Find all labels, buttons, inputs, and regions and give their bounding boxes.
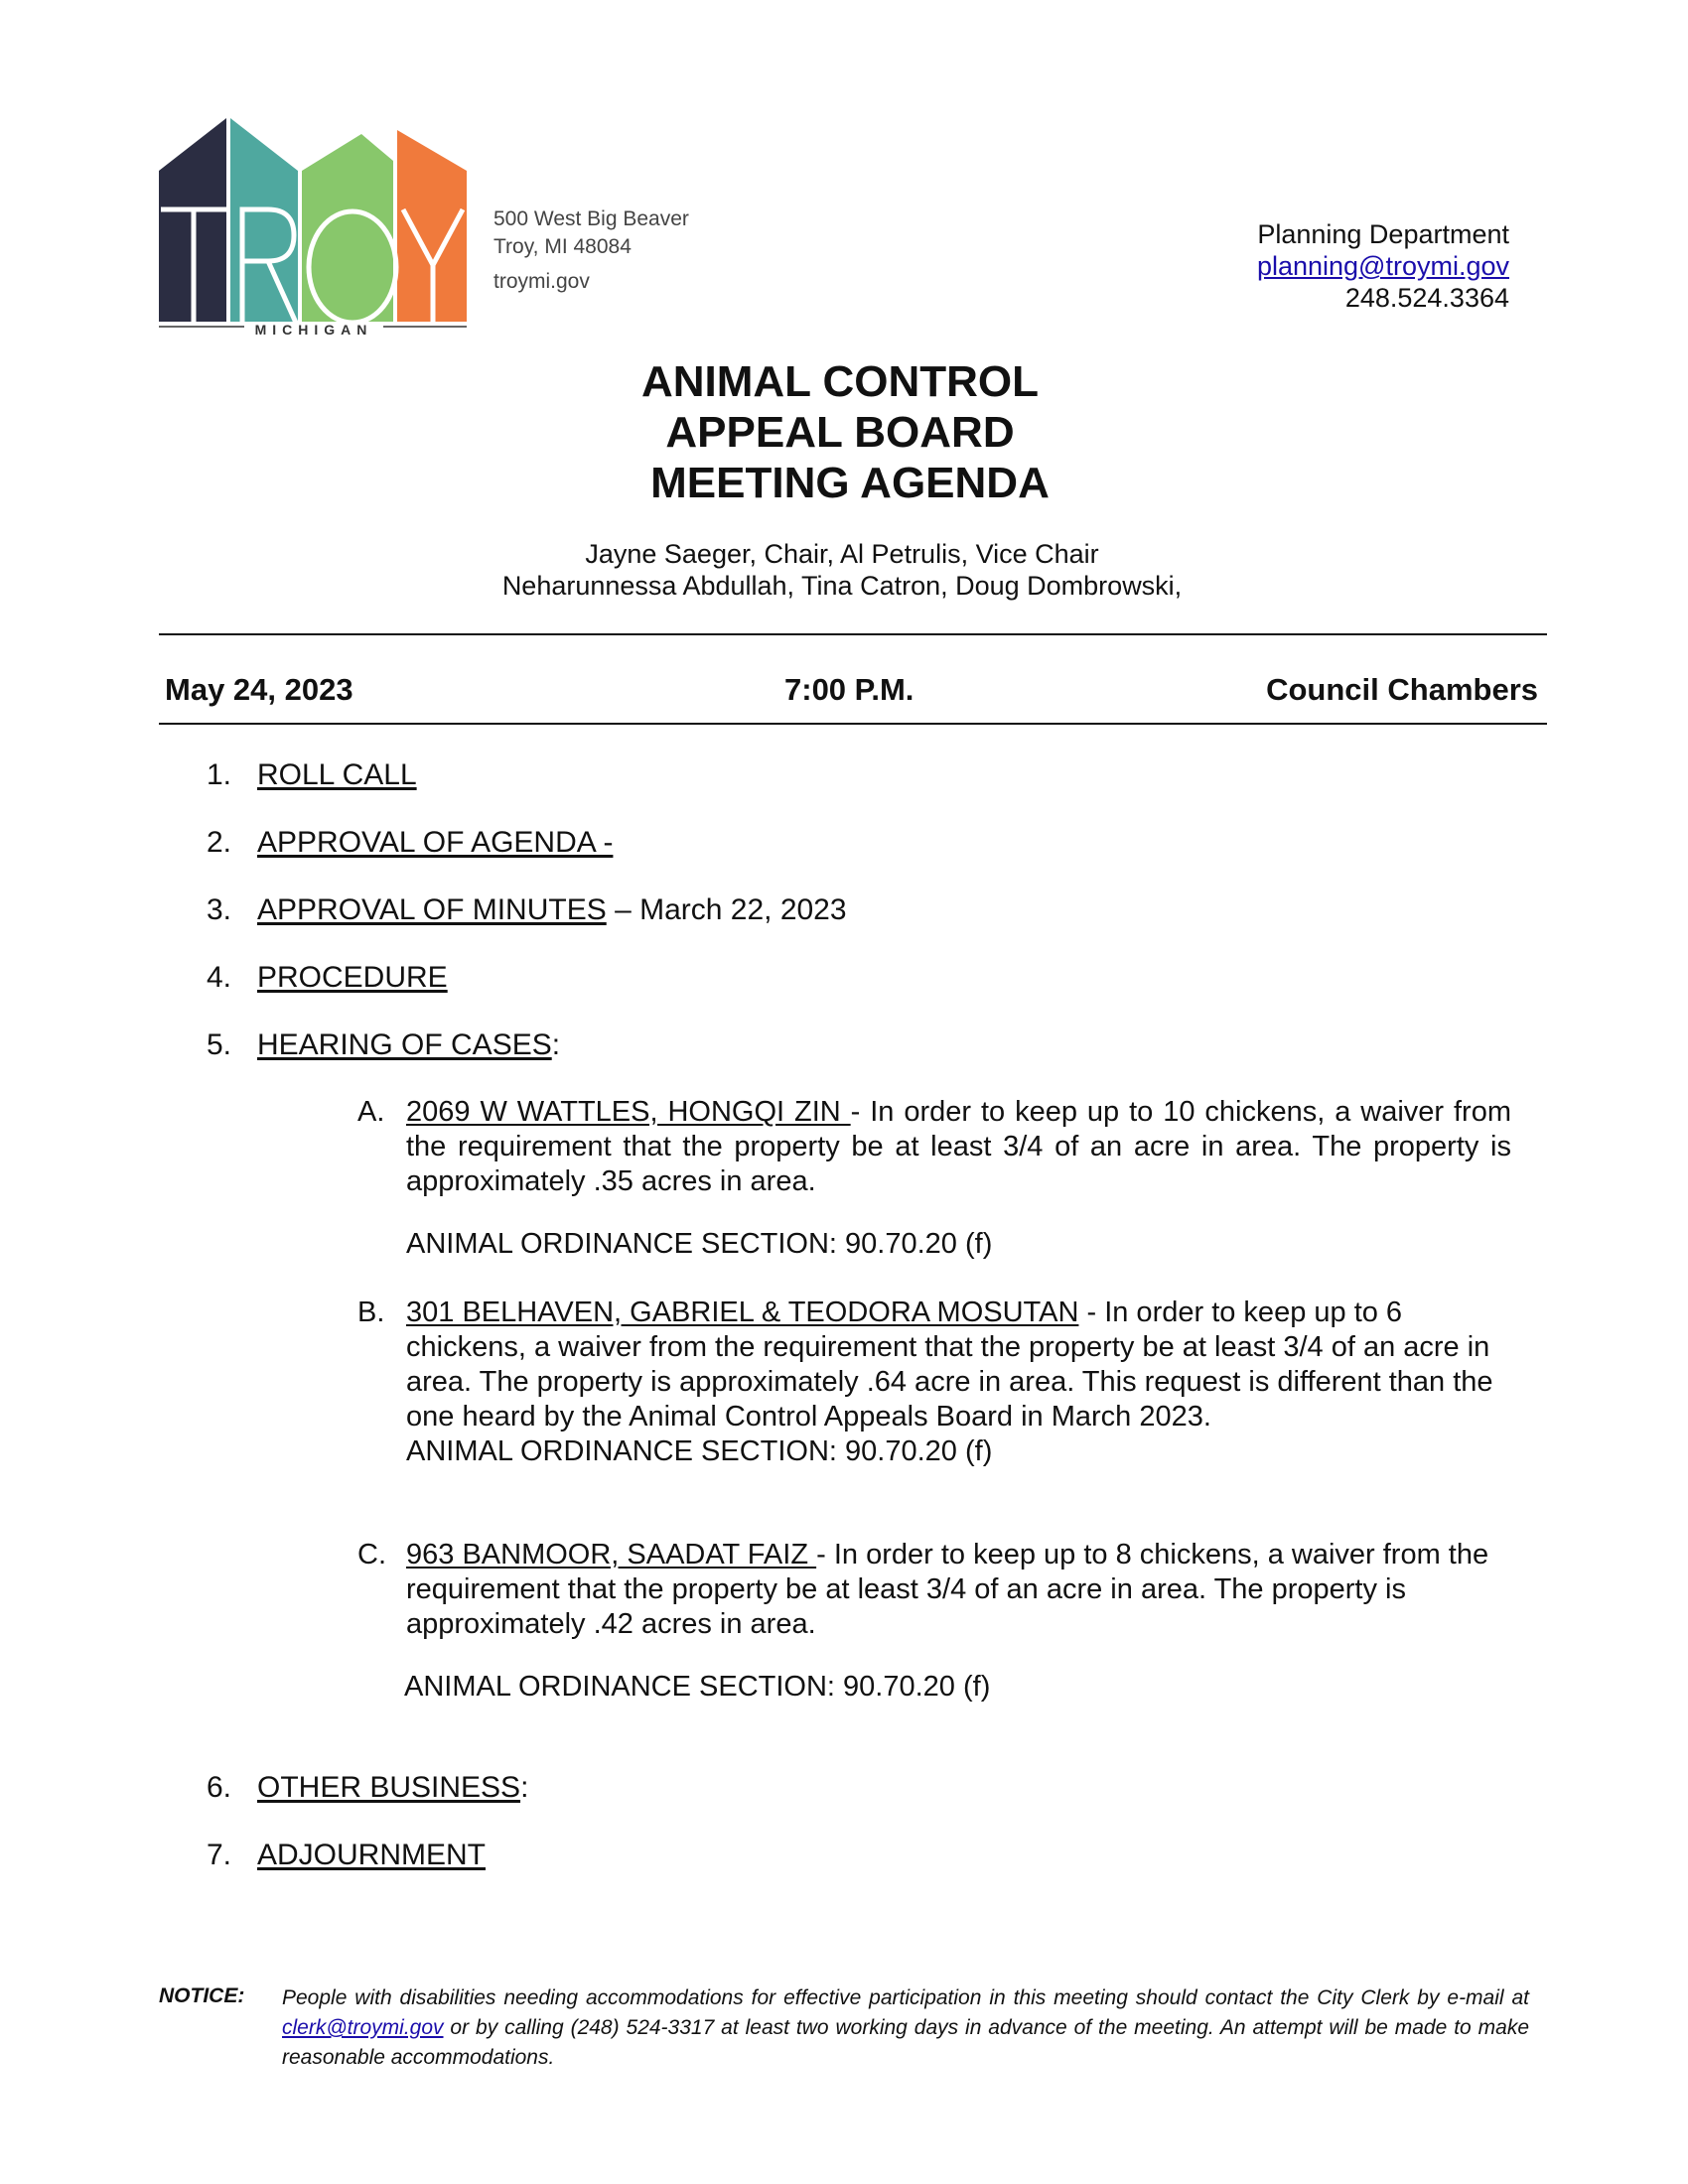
address-line2: Troy, MI 48084 <box>493 235 632 258</box>
agenda-item-number: 6. <box>207 1771 232 1804</box>
case-description: 301 BELHAVEN, GABRIEL & TEODORA MOSUTAN - In order to keep up to 6 chickens, a waiver from the requirement that the property be at least 3/4 of an acre in area. The property is approximately .64 acre in area. This request is different than the one heard by the Animal Control Appeals Board in March 2023. <box>406 1297 1493 1433</box>
agenda-item-number: 4. <box>207 961 232 994</box>
case-ordinance: ANIMAL ORDINANCE SECTION: 90.70.20 (f) <box>404 1671 991 1703</box>
case-ordinance: ANIMAL ORDINANCE SECTION: 90.70.20 (f) <box>406 1435 993 1467</box>
troy-logo <box>157 116 470 335</box>
agenda-item: APPROVAL OF MINUTES – March 22, 2023 <box>257 893 847 926</box>
agenda-item: PROCEDURE <box>257 961 448 994</box>
agenda-item-number: 1. <box>207 758 232 791</box>
agenda-item: APPROVAL OF AGENDA - <box>257 826 614 859</box>
header-top-rule <box>159 633 1547 635</box>
members-line1: Jayne Saeger, Chair, Al Petrulis, Vice Chair <box>585 539 1099 569</box>
clerk-email-link[interactable]: clerk@troymi.gov <box>282 2016 444 2039</box>
agenda-item: OTHER BUSINESS: <box>257 1771 529 1804</box>
case-description: 2069 W WATTLES, HONGQI ZIN - In order to keep up to 10 chickens, a waiver from the requirement that the property be at least 3/4 of an acre in area. The property is approximately .35 acres in area. <box>406 1096 1511 1197</box>
department-phone: 248.524.3364 <box>1344 283 1509 313</box>
members-line2: Neharunnessa Abdullah, Tina Catron, Doug Dombrowski, <box>501 571 1183 601</box>
agenda-item-number: 7. <box>207 1839 232 1871</box>
notice-label: NOTICE: <box>159 1984 245 2007</box>
agenda-item: ADJOURNMENT <box>257 1839 486 1871</box>
case-description: 963 BANMOOR, SAADAT FAIZ - In order to keep up to 8 chickens, a waiver from the requirement that the property be at least 3/4 of an acre in area. The property is approximately .42 acres in area. <box>406 1539 1489 1640</box>
title-line1: ANIMAL CONTROL <box>640 357 1040 406</box>
department-name: Planning Department <box>1257 219 1509 249</box>
logo-subtitle: MICHIGAN <box>254 322 373 335</box>
agenda-item: HEARING OF CASES: <box>257 1028 561 1061</box>
case-letter: B. <box>357 1297 385 1328</box>
meeting-location: Council Chambers <box>1266 672 1538 707</box>
case-title: 301 BELHAVEN, GABRIEL & TEODORA MOSUTAN <box>406 1297 1079 1328</box>
notice-text: People with disabilities needing accommodations for effective participation in this meeting should contact the City Clerk by e-mail at clerk@troymi.gov or by calling (248) 524-3317 at least two working days in advance of the meeting. An attempt will be made to make reasonable accommodations. <box>282 1986 1529 2069</box>
meeting-time: 7:00 P.M. <box>784 672 914 707</box>
agenda-item-number: 5. <box>207 1028 232 1061</box>
case-title: 963 BANMOOR, SAADAT FAIZ <box>406 1539 817 1570</box>
title-line3: MEETING AGENDA <box>650 459 1050 507</box>
header-bottom-rule <box>159 723 1547 725</box>
title-line2: APPEAL BOARD <box>665 408 1015 457</box>
case-letter: A. <box>357 1096 385 1128</box>
case-letter: C. <box>357 1539 386 1570</box>
address-website: troymi.gov <box>493 270 590 293</box>
meeting-date: May 24, 2023 <box>165 672 353 707</box>
agenda-item-number: 3. <box>207 893 232 926</box>
case-ordinance: ANIMAL ORDINANCE SECTION: 90.70.20 (f) <box>406 1228 993 1260</box>
case-title: 2069 W WATTLES, HONGQI ZIN <box>406 1096 851 1128</box>
address-line1: 500 West Big Beaver <box>493 207 689 230</box>
department-email-link[interactable]: planning@troymi.gov <box>1256 251 1509 281</box>
agenda-item: ROLL CALL <box>257 758 417 791</box>
agenda-item-number: 2. <box>207 826 232 859</box>
